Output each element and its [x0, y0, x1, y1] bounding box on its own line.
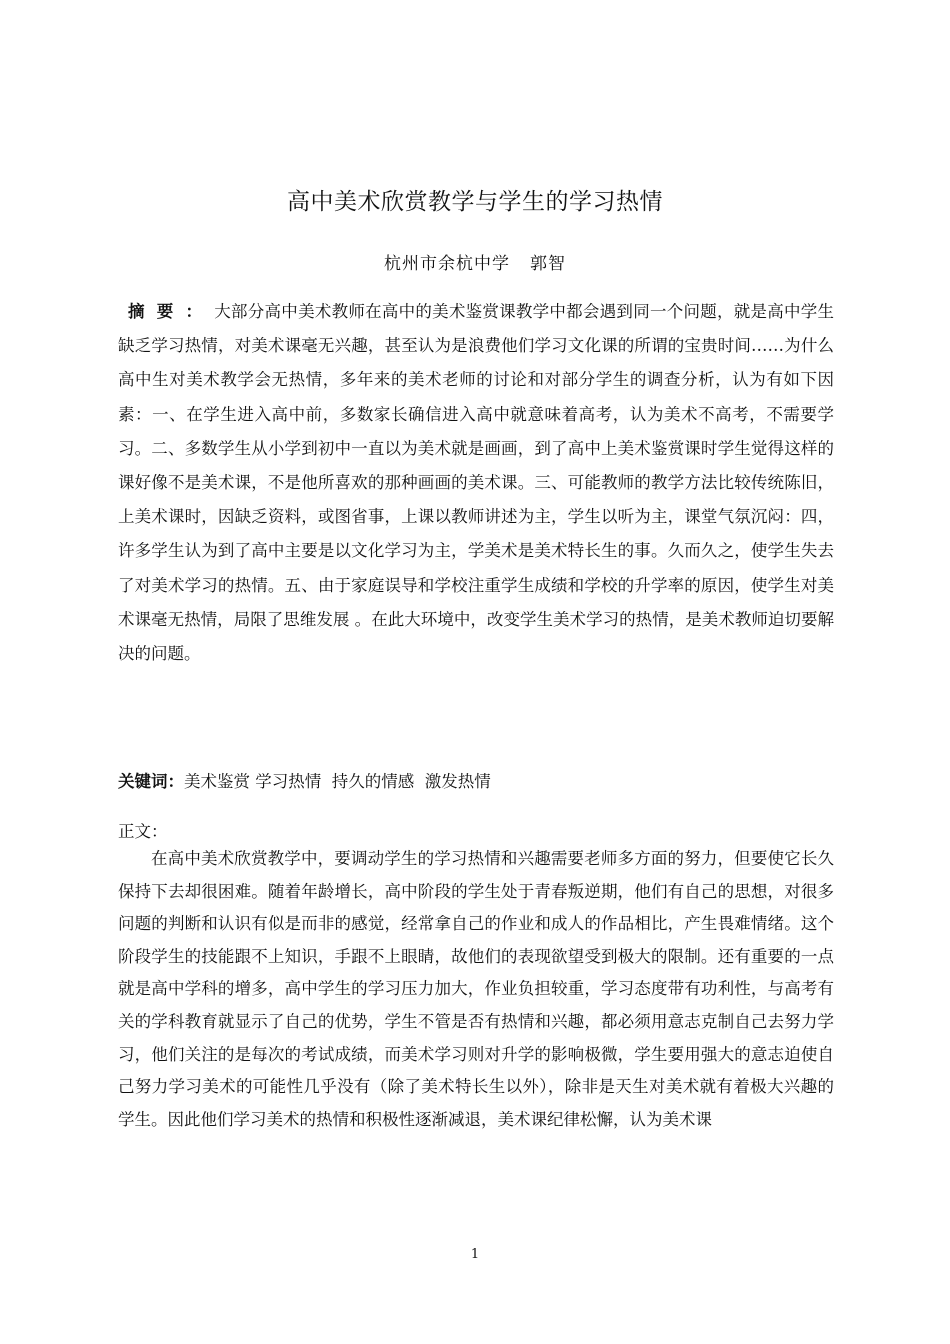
- keywords-line: [118, 768, 834, 796]
- keywords-label: 关键词：: [118, 772, 184, 791]
- keywords-text: 美术鉴赏 学习热情 持久的情感 激发热情: [184, 772, 491, 791]
- page-title: 高中美术欣赏教学与学生的学习热情: [287, 189, 663, 215]
- body-label: 正文：: [118, 822, 168, 841]
- abstract-paragraph: [118, 295, 834, 671]
- abstract-label: 摘要：: [128, 302, 215, 321]
- author-line: [0, 249, 950, 274]
- author-affiliation: 杭州市余杭中学: [384, 254, 510, 274]
- body-paragraph: 在高中美术欣赏教学中，要调动学生的学习热情和兴趣需要老师多方面的努力，但要使它长久保持下去却很困难。随着年龄增长，高中阶段的学生处于青春叛逆期，他们有自己的思想，对很多问题的判断和认识有似是而非的感觉，经常拿自己的作业和成人的作品相比，产生畏难情绪。这个阶段学生的技能跟不上知识，手跟不上眼睛，故他们的表现欲望受到极大的限制。还有重要的一点就是高中学科的增多，高中学生的学习压力加大，作业负担较重，学习态度带有功利性，与高考有关的学科教育就显示了自己的优势，学生不管是否有热情和兴趣，都必须用意志克制自己去努力学习，他们关注的是每次的考试成绩，而美术学习则对升学的影响极微，学生要用强大的意志迫使自己努力学习美术的可能性几乎没有（除了美术特长生以外），除非是天生对美术就有着极大兴趣的学生。因此他们学习美术的热情和积极性逐渐减退，美术课纪律松懈，认为美术课: [118, 849, 834, 1129]
- abstract-text: 大部分高中美术教师在高中的美术鉴赏课教学中都会遇到同一个问题，就是高中学生缺乏学习热情，对美术课毫无兴趣，甚至认为是浪费他们学习文化课的所谓的宝贵时间……为什么高中生对美术教学会无热情，多年来的美术老师的讨论和对部分学生的调查分析，认为有如下因素：一、在学生进入高中前，多数家长确信进入高中就意味着高考，认为美术不高考，不需要学习。二、多数学生从小学到初中一直以为美术就是画画，到了高中上美术鉴赏课时学生觉得这样的课好像不是美术课，不是他所喜欢的那种画画的美术课。三、可能教师的教学方法比较传统陈旧，上美术课时，因缺乏资料，或图省事，上课以教师讲述为主，学生以听为主，课堂气氛沉闷：四，许多学生认为到了高中主要是以文化学习为主，学美术是美术特长生的事。久而久之，使学生失去了对美术学习的热情。五、由于家庭误导和学校注重学生成绩和学校的升学率的原因，使学生对美术课毫无热情，局限了思维发展 。在此大环境中，改变学生美术学习的热情，是美术教师迫切要解决的问题。: [118, 302, 835, 664]
- author-name: 郭智: [530, 254, 566, 274]
- page-number: 1: [470, 1247, 480, 1262]
